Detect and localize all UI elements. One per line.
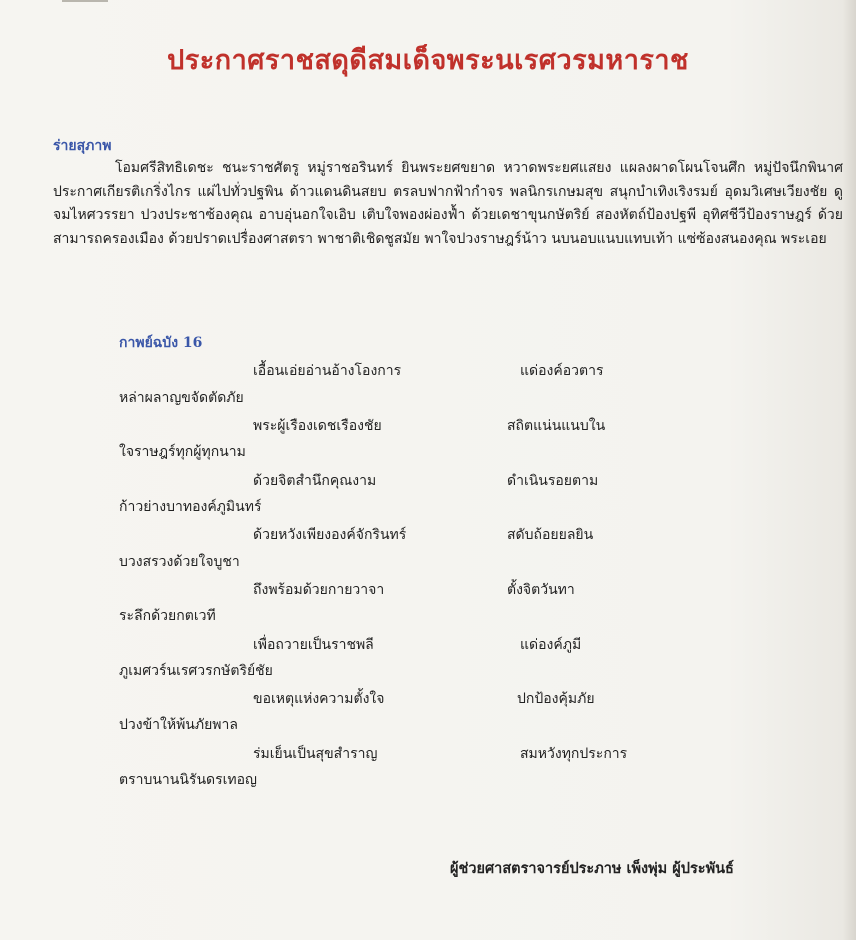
verse-line-c: ก้าวย่างบาทองค์ภูมินทร์ bbox=[119, 499, 262, 515]
verse-line-b: สถิตแน่นแนบใน bbox=[507, 418, 606, 434]
verse-line-b: ปกป้องคุ้มภัย bbox=[517, 691, 595, 707]
verse-line-a: ด้วยจิตสำนึกคุณงาม bbox=[253, 473, 377, 489]
author-signature: ผู้ช่วยศาสตราจารย์ประภาษ เพ็งพุ่ม ผู้ประพันธ์ bbox=[450, 860, 734, 877]
verse-line-b: แด่องค์อวตาร bbox=[520, 363, 604, 379]
verse-line-b: สมหวังทุกประการ bbox=[520, 746, 628, 762]
raiyao-heading: ร่ายสุภาพ bbox=[53, 138, 112, 154]
verse-line-a: เอื้อนเอ่ยอ่านอ้างโองการ bbox=[253, 363, 402, 379]
verse-line-c: ใจราษฎร์ทุกผู้ทุกนาม bbox=[119, 444, 246, 460]
verse-line-c: ภูเมศวร์นเรศวรกษัตริย์ชัย bbox=[119, 663, 273, 679]
verse-line-a: ร่มเย็นเป็นสุขสำราญ bbox=[253, 746, 378, 762]
verse-line-c: ระลึกด้วยกตเวที bbox=[119, 608, 216, 624]
verse-line-a: ถึงพร้อมด้วยกายวาจา bbox=[253, 582, 385, 598]
top-mark bbox=[62, 0, 108, 2]
verse-line-b: ตั้งจิตวันทา bbox=[507, 582, 575, 598]
kaap-heading: กาพย์ฉบัง 16 bbox=[119, 335, 203, 351]
page-edge-shadow bbox=[842, 0, 856, 940]
verse-line-b: สดับถ้อยยลยิน bbox=[507, 527, 594, 543]
verse-line-c: บวงสรวงด้วยใจบูชา bbox=[119, 554, 240, 570]
verse-line-c: ปวงข้าให้พ้นภัยพาล bbox=[119, 717, 238, 733]
verse-line-a: ด้วยหวังเพียงองค์จักรินทร์ bbox=[253, 527, 407, 543]
raiyao-text: โอมศรีสิทธิเดชะ ชนะราชศัตรู หมู่ราชอรินทร์ ยินพระยศขยาด หวาดพระยศแสยง แผลงผาดโผนโจนศึก หมู่ปัจนึกพินาศ ประกาศเกียรติเกริ่งไกร แผ่ไปทั่วปฐพิน ด้าวแดนดินสยบ ตรลบฟากฟ้ากำจร พลนิกรเกษมสุข สนุกบำเทิงเริงรมย์ อุดมวิเศษเวียงชัย ดูจมไหศวรรยา ปวงประชาซ้องคุณ อาบอุ่นอกใจเอิบ เติบใจพองผ่องฟ้ำ ด้วยเดชาขุนกษัตริย์ สองหัตถ์ป้องปฐพี อุทิศชีวีป้องราษฎร์ ด้วยสามารถครองเมือง ด้วยปราดเปรื่องศาสตรา พาชาติเชิดชูสมัย พาใจปวงราษฎร์น้าว นบนอบแนบแทบเท้า แซ่ซ้องสนองคุณ พระเอย bbox=[53, 160, 843, 247]
verse-line-c: หล่าผลาญขจัดตัดภัย bbox=[119, 390, 244, 406]
verse-line-a: พระผู้เรืองเดชเรืองชัย bbox=[253, 418, 382, 434]
raiyao-body bbox=[53, 157, 843, 251]
verse-line-a: ขอเหตุแห่งความตั้งใจ bbox=[253, 691, 385, 707]
verse-line-b: ดำเนินรอยตาม bbox=[507, 473, 599, 489]
verse-line-a: เพื่อถวายเป็นราชพลี bbox=[253, 637, 374, 653]
verse-line-b: แด่องค์ภูมี bbox=[520, 637, 582, 653]
page-title: ประกาศราชสดุดีสมเด็จพระนเรศวรมหาราช bbox=[167, 45, 689, 76]
verse-line-c: ตราบนานนิรันดรเทอญ bbox=[119, 772, 257, 788]
